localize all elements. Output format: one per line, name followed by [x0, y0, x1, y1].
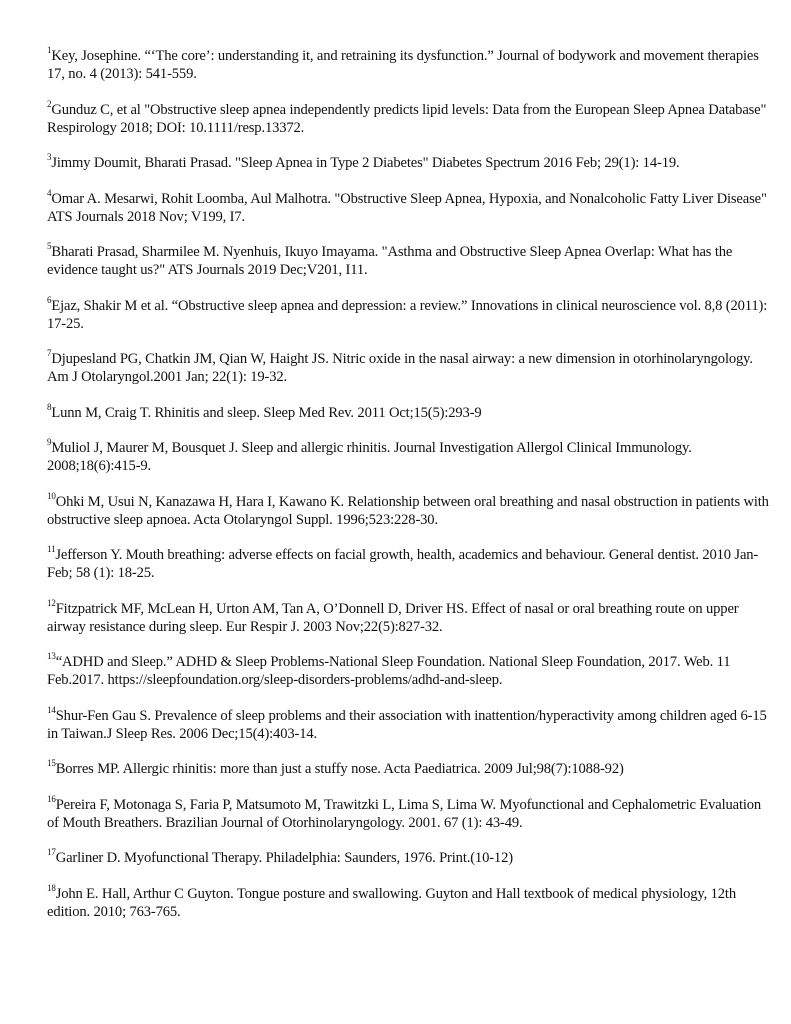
reference-number: 16 [47, 793, 56, 804]
reference-number: 1 [47, 45, 52, 56]
reference-number: 17 [47, 847, 56, 858]
reference-text: Bharati Prasad, Sharmilee M. Nyenhuis, Ikuyo Imayama. "Asthma and Obstructive Sleep Apnea Overlap: What has the evidence taught us?" ATS Journals 2019 Dec;V201, I11. [47, 244, 733, 278]
reference-text: John E. Hall, Arthur C Guyton. Tongue posture and swallowing. Guyton and Hall textbook of medical physiology, 12th edition. 2010; 763-765. [47, 885, 736, 920]
reference-item [47, 98, 771, 137]
reference-number: 10 [47, 490, 56, 501]
reference-list [47, 47, 771, 938]
reference-item [47, 849, 771, 867]
reference-number: 18 [47, 882, 56, 893]
reference-number: 5 [47, 241, 52, 252]
reference-text: Fitzpatrick MF, McLean H, Urton AM, Tan A, O’Donnell D, Driver HS. Effect of nasal or oral breathing route on upper airway resistance during sleep. Eur Respir J. 2003 Nov;22(5):827-32. [47, 600, 739, 635]
reference-text: Ejaz, Shakir M et al. “Obstructive sleep apnea and depression: a review.” Innovations in clinical neuroscience vol. 8,8 (2011): 17-25. [47, 297, 768, 332]
reference-number: 4 [47, 187, 52, 198]
reference-text: Lunn M, Craig T. Rhinitis and sleep. Sleep Med Rev. 2011 Oct;15(5):293-9 [51, 404, 482, 421]
reference-text: “ADHD and Sleep.” ADHD & Sleep Problems-National Sleep Foundation. National Sleep Foundation, 2017. Web. 11 Feb.2017. https://sleepfoundation.org/sleep-disorders-problems/adhd-and-sleep. [47, 654, 731, 688]
reference-item [47, 490, 771, 529]
reference-item [47, 439, 771, 475]
reference-item [47, 243, 771, 279]
reference-text: Pereira F, Motonaga S, Faria P, Matsumoto M, Trawitzki L, Lima S, Lima W. Myofunctional and Cephalometric Evaluation of Mouth Breathers. Brazilian Journal of Otorhinolaryngology. 2001. 67 (1): 43-49. [47, 796, 762, 831]
reference-number: 9 [47, 437, 52, 448]
reference-item [47, 597, 771, 636]
reference-item [47, 704, 771, 743]
reference-item [47, 793, 771, 832]
reference-item [47, 350, 771, 386]
reference-text: Ohki M, Usui N, Kanazawa H, Hara I, Kawano K. Relationship between oral breathing and nasal obstruction in patients with obstructive sleep apnoea. Acta Otolaryngol Suppl. 1996;523:228-30. [47, 493, 769, 528]
reference-item [47, 187, 771, 226]
reference-number: 15 [47, 758, 56, 769]
reference-number: 3 [47, 152, 52, 163]
reference-text: Jimmy Doumit, Bharati Prasad. "Sleep Apnea in Type 2 Diabetes" Diabetes Spectrum 2016 Feb; 29(1): 14-19. [51, 155, 680, 171]
reference-item [47, 401, 771, 422]
reference-text: Djupesland PG, Chatkin JM, Qian W, Haight JS. Nitric oxide in the nasal airway: a new dimension in otorhinolaryngology. Am J Otolaryngol.2001 Jan; 22(1): 19-32. [47, 351, 753, 385]
reference-number: 2 [47, 98, 52, 109]
reference-text: Muliol J, Maurer M, Bousquet J. Sleep and allergic rhinitis. Journal Investigation Allergol Clinical Immunology. 2008;18(6):415-9. [47, 440, 692, 474]
reference-text: Omar A. Mesarwi, Rohit Loomba, Aul Malhotra. "Obstructive Sleep Apnea, Hypoxia, and Nonalcoholic Fatty Liver Disease" ATS Journals 2018 Nov; V199, I7. [47, 190, 767, 225]
reference-number: 6 [47, 294, 52, 305]
reference-number: 14 [47, 704, 56, 715]
reference-item [47, 294, 771, 333]
reference-item [47, 760, 771, 778]
reference-text: Jefferson Y. Mouth breathing: adverse effects on facial growth, health, academics and behaviour. General dentist. 2010 Jan- Feb; 58 (1): 18-25. [47, 547, 759, 581]
reference-item [47, 882, 771, 921]
reference-text: Shur-Fen Gau S. Prevalence of sleep problems and their association with inattention/hyperactivity among children aged 6-15 in Taiwan.J Sleep Res. 2006 Dec;15(4):403-14. [47, 707, 767, 742]
reference-text: Key, Josephine. “‘The core’: understanding it, and retraining its dysfunction.” Journal of bodywork and movement therapies 17, no. 4 (2013): 541-559. [47, 48, 759, 82]
reference-item [47, 653, 771, 689]
reference-item [47, 154, 771, 172]
reference-item [47, 546, 771, 582]
reference-number: 7 [47, 348, 52, 359]
reference-item [47, 47, 771, 83]
reference-number: 8 [47, 401, 52, 412]
reference-number: 12 [47, 597, 56, 608]
reference-text: Borres MP. Allergic rhinitis: more than just a stuffy nose. Acta Paediatrica. 2009 Jul;98(7):1088-92) [55, 761, 624, 777]
reference-number: 11 [47, 544, 56, 555]
reference-text: Garliner D. Myofunctional Therapy. Philadelphia: Saunders, 1976. Print.(10-12) [55, 850, 513, 866]
reference-number: 13 [47, 651, 56, 662]
reference-text: Gunduz C, et al "Obstructive sleep apnea independently predicts lipid levels: Data from the European Sleep Apnea Database" Respirology 2018; DOI: 10.1111/resp.13372. [47, 101, 767, 136]
